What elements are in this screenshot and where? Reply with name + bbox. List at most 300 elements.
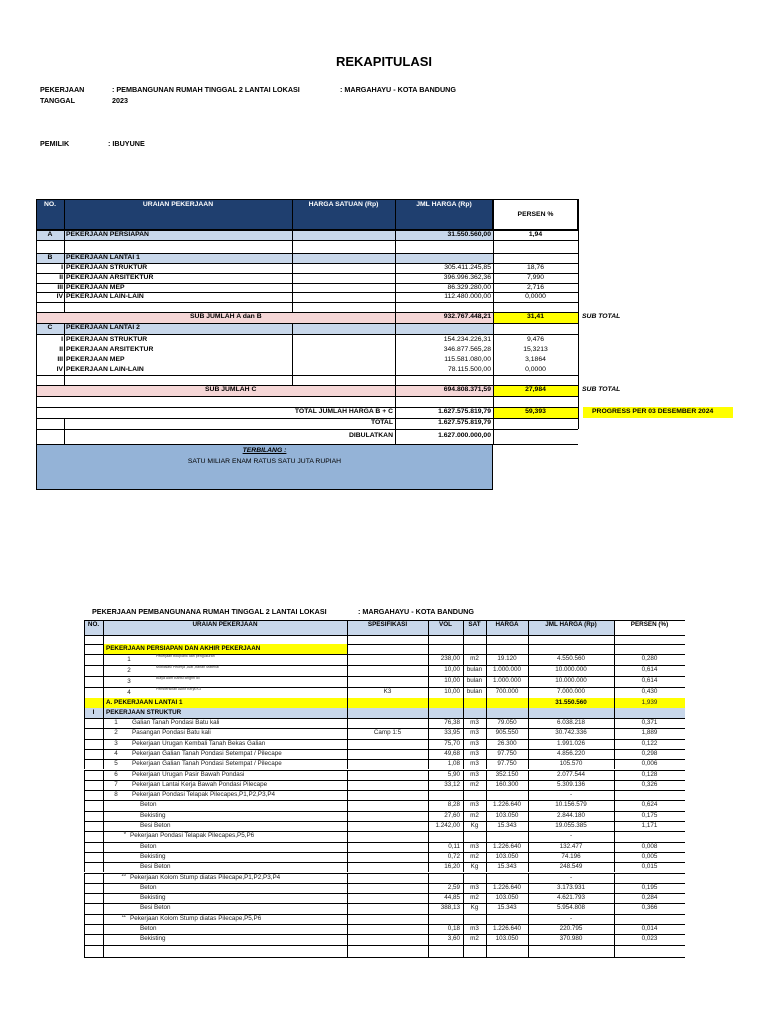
row-no: III — [57, 284, 63, 291]
col-rule — [347, 893, 348, 903]
cell: m2 — [470, 780, 479, 788]
row-label: PEKERJAAN MEP — [66, 356, 125, 363]
col-rule — [84, 821, 85, 831]
cell: PEKERJAAN STRUKTUR — [106, 709, 182, 716]
cell: m3 — [470, 749, 479, 757]
total-jml: 1.627.575.819,79 — [438, 419, 491, 426]
row-no: 2 — [127, 667, 131, 674]
cell: 0,005 — [641, 852, 658, 860]
row-no: 3 — [127, 678, 131, 685]
row-label: Pasangan Pondasi Batu kali — [132, 729, 211, 737]
cell: 1.000.000 — [492, 677, 521, 684]
col-rule — [614, 873, 615, 883]
col-rule — [347, 945, 348, 957]
row-jml: 112.480.000,00 — [444, 293, 491, 300]
cell: SAT — [468, 621, 481, 628]
col-rule — [103, 893, 104, 903]
cell: 1.242,00 — [435, 822, 460, 829]
cell: 700.000 — [495, 688, 519, 695]
cell: 5.954.808 — [556, 904, 585, 912]
cell: 79.050 — [497, 719, 517, 726]
terbilang-value: SATU MILIAR ENAM RATUS SATU JUTA RUPIAH — [187, 458, 342, 465]
row-jml: 346.877.565,28 — [443, 346, 491, 353]
cell: 44,85 — [444, 894, 460, 902]
col-rule — [486, 914, 487, 924]
row-no: II — [59, 346, 63, 353]
col-rule — [463, 873, 464, 883]
cell: 10,00 — [444, 677, 460, 684]
col-rule — [347, 790, 348, 800]
col-rule — [103, 903, 104, 913]
cell: 1,939 — [641, 699, 658, 706]
cell: 0,11 — [448, 842, 460, 850]
col-rule — [84, 842, 85, 852]
cell: 0,614 — [641, 666, 658, 673]
col-rule — [347, 698, 348, 708]
col-rule — [103, 934, 104, 944]
row-jml: 31.550.560,00 — [447, 231, 491, 238]
row-label: Pekerjaan Pondasi Telapak Pilecapes,P5,P6 — [130, 832, 255, 840]
subtotal-c-label: SUB JUMLAH C — [205, 386, 257, 393]
col-rule — [428, 635, 429, 644]
row-label: Beton — [140, 925, 157, 932]
row-no: 11 — [121, 912, 126, 918]
row-no: 9 — [123, 830, 126, 836]
col-rule — [84, 924, 85, 934]
row-label: Beton — [140, 842, 157, 850]
cell: 75,70 — [444, 739, 460, 747]
col-rule — [486, 635, 487, 644]
col-rule — [347, 934, 348, 944]
col-rule — [347, 862, 348, 872]
cell: 3,60 — [447, 935, 460, 943]
col-rule — [103, 842, 104, 852]
row-no: 8 — [114, 791, 118, 799]
cell: 10.000.000 — [555, 666, 587, 673]
row-rule — [84, 862, 685, 863]
row-label: PEKERJAAN LAIN-LAIN — [66, 366, 144, 373]
col-rule — [486, 945, 487, 957]
cell: 132.477 — [559, 842, 583, 850]
col-rule — [486, 698, 487, 708]
cell: 1.000.000 — [492, 666, 521, 673]
row-label: Besi Beton — [140, 822, 171, 829]
cell: m2 — [470, 894, 479, 902]
row-no: A — [47, 231, 53, 238]
cell: 0,18 — [447, 925, 460, 932]
cell: 2.844.180 — [556, 811, 585, 819]
row-rule — [84, 800, 685, 801]
row-label: PEKERJAAN LANTAI 2 — [66, 324, 140, 331]
cell: 6.038.218 — [556, 719, 585, 726]
col-rule — [84, 852, 85, 862]
row-label: Bekisting — [140, 852, 166, 860]
total-bc-label: TOTAL JUMLAH HARGA B + C — [294, 408, 393, 415]
cell: 4.621.793 — [556, 894, 585, 902]
lokasi-value: : MARGAHAYU - KOTA BANDUNG — [340, 85, 456, 94]
row-jml: 154.234.226,31 — [443, 336, 491, 343]
row-jml: 78.115.500,00 — [448, 366, 491, 373]
col-rule — [347, 811, 348, 821]
row-rule — [84, 635, 685, 636]
col-rule — [84, 739, 85, 749]
cell: 1.226.640 — [492, 801, 521, 809]
col-rule — [614, 644, 615, 654]
tanggal-value: 2023 — [112, 96, 128, 105]
cell: bulan — [466, 677, 483, 684]
cell: 1,08 — [447, 760, 460, 768]
row-no: 3 — [114, 739, 118, 747]
row-no: I — [61, 336, 63, 343]
cell: 26.300 — [497, 739, 517, 747]
cell: m3 — [470, 739, 479, 747]
cell: - — [569, 914, 573, 922]
cell: K3 — [383, 688, 392, 695]
col-no-header: NO. — [43, 201, 57, 208]
subtotal-ab-pct: 31,41 — [526, 313, 544, 320]
row-no: IV — [56, 366, 63, 373]
row-label: Pekerjaan Galian Tanah Pondasi Setempat / Pilecape — [132, 760, 282, 768]
col-rule — [84, 770, 85, 780]
col-rule — [84, 862, 85, 872]
cell: 352.150 — [495, 770, 519, 778]
col-rule — [347, 635, 348, 644]
cell: 1,889 — [641, 729, 658, 737]
cell: 105.570 — [559, 760, 583, 768]
col-rule — [614, 635, 615, 644]
cell: 370.980 — [559, 935, 583, 943]
cell: 10.156.579 — [555, 801, 587, 809]
col-rule — [347, 665, 348, 676]
col-rule — [347, 842, 348, 852]
col-rule — [486, 873, 487, 883]
cell: 0,195 — [641, 883, 658, 891]
row-no: III — [57, 356, 63, 363]
col-rule — [347, 903, 348, 913]
total-label: TOTAL — [370, 419, 393, 426]
cell: 97.750 — [497, 760, 517, 768]
col-rule — [463, 698, 464, 708]
col-rule — [84, 654, 85, 665]
col-rule — [84, 903, 85, 913]
cell: 0,122 — [641, 739, 658, 747]
cell: 19.120 — [497, 655, 517, 662]
row-rule — [84, 957, 685, 958]
cell: 5.309.136 — [556, 780, 585, 788]
pemilik-value: : IBUYUNE — [108, 139, 145, 148]
detail-header: PEKERJAAN PEMBANGUNANA RUMAH TINGGAL 2 LANTAI LOKASI — [92, 607, 327, 616]
col-rule — [486, 831, 487, 841]
col-rule — [528, 708, 529, 718]
col-rule — [428, 708, 429, 718]
cell: m3 — [470, 770, 479, 778]
cell: 0,014 — [641, 925, 658, 932]
col-rule — [84, 800, 85, 810]
cell: SPESIFIKASI — [367, 621, 408, 628]
row-no: 5 — [114, 760, 118, 768]
dibulatkan-label: DIBULATKAN — [348, 432, 393, 439]
cell: m3 — [470, 760, 479, 768]
cell: 1,171 — [641, 822, 658, 829]
cell: 0,280 — [641, 655, 658, 662]
col-rule — [614, 708, 615, 718]
col-rule — [347, 759, 348, 769]
row-jml: 396.996.362,36 — [443, 274, 491, 281]
row-no: 4 — [127, 689, 131, 696]
col-rule — [347, 800, 348, 810]
cell: URAIAN PEKERJAAN — [192, 621, 258, 628]
cell: Kg — [470, 904, 479, 912]
cell: 10,00 — [444, 688, 460, 695]
total-bc-pct: 59,393 — [525, 408, 546, 415]
row-label: PEKERJAAN LANTAI 1 — [66, 254, 140, 261]
cell: bulan — [466, 666, 483, 673]
row-rule — [84, 903, 685, 904]
col-rule — [103, 883, 104, 893]
col-rule — [347, 654, 348, 665]
row-no: C — [47, 324, 53, 331]
col-rule — [614, 790, 615, 800]
col-rule — [486, 790, 487, 800]
cell: 1.991.026 — [556, 739, 585, 747]
row-pct: 0,0000 — [525, 293, 546, 300]
cell: 103.050 — [495, 852, 519, 860]
col-rule — [84, 635, 85, 644]
cell: 3.173.931 — [556, 883, 585, 891]
cell: 905.550 — [495, 729, 519, 737]
pekerjaan-value: : PEMBANGUNAN RUMAH TINGGAL 2 LANTAI LOKASI — [112, 85, 300, 94]
col-rule — [103, 852, 104, 862]
cell: 0,326 — [641, 780, 658, 788]
cell: 15.343 — [497, 863, 517, 871]
row-label: Besi Beton — [140, 863, 171, 871]
cell: JML HARGA (Rp) — [545, 621, 597, 628]
subtotal-c-pct: 27,984 — [525, 386, 546, 393]
col-rule — [84, 811, 85, 821]
cell: 0,006 — [641, 760, 658, 768]
col-rule — [103, 811, 104, 821]
col-rule — [84, 676, 85, 687]
row-no: II — [59, 274, 63, 281]
col-rule — [84, 728, 85, 738]
row-pct: 2,716 — [526, 284, 544, 291]
col-rule — [428, 873, 429, 883]
col-rule — [347, 914, 348, 924]
cell: 1.226.640 — [492, 883, 521, 891]
row-label: Bekisting — [140, 811, 166, 819]
subtotal-ab-jml: 932.767.448,21 — [443, 313, 491, 320]
col-rule — [84, 644, 85, 654]
row-label: Besi Beton — [140, 904, 171, 912]
row-pct: 9,476 — [526, 336, 544, 343]
cell: m2 — [470, 935, 479, 943]
row-rule — [84, 924, 685, 925]
cell: 97.750 — [497, 749, 517, 757]
cell: 238,00 — [440, 655, 460, 662]
dibulatkan-jml: 1.627.000.000,00 — [438, 432, 491, 439]
col-rule — [84, 873, 85, 883]
cell: 27,60 — [444, 811, 460, 819]
row-rule — [84, 811, 685, 812]
row-jml: 305.411.245,85 — [444, 264, 491, 271]
row-pct: 18,76 — [526, 264, 544, 271]
cell: m3 — [470, 719, 479, 726]
col-rule — [347, 852, 348, 862]
subtotal-c-note: SUB TOTAL — [582, 386, 621, 393]
row-label: Pekerjaan Kolom Stump diatas Pilecape,P5,P6 — [130, 914, 262, 922]
cell: m2 — [470, 655, 479, 662]
cell: 4.550.560 — [556, 655, 585, 662]
row-pct: 7,990 — [526, 274, 544, 281]
cell: NO. — [87, 621, 100, 628]
cell: 103.050 — [495, 894, 519, 902]
col-rule — [103, 821, 104, 831]
col-rule — [84, 749, 85, 759]
col-rule — [347, 718, 348, 728]
cell: - — [569, 873, 573, 881]
col-rule — [428, 945, 429, 957]
col-rule — [463, 914, 464, 924]
cell: 7.000.000 — [556, 688, 585, 695]
cell: 15.343 — [497, 822, 517, 829]
total-bc-jml: 1.627.575.819,79 — [438, 408, 491, 415]
row-label: PEKERJAAN PERSIAPAN — [66, 231, 149, 238]
cell: PEKERJAAN PERSIAPAN DAN AKHIR PEKERJAAN — [106, 645, 261, 652]
row-label: Beton — [140, 883, 157, 891]
col-rule — [347, 749, 348, 759]
row-label: Pekerjaan Urugan Kembali Tanah Bekas Galian — [132, 739, 266, 747]
row-label: PEKERJAAN STRUKTUR — [66, 336, 148, 343]
col-rule — [463, 945, 464, 957]
row-rule — [84, 883, 685, 884]
col-rule — [103, 945, 104, 957]
cell: I — [92, 709, 95, 716]
cell: 76,38 — [444, 719, 460, 726]
cell: 16,20 — [444, 863, 460, 871]
col-rule — [347, 644, 348, 654]
cell: 0,614 — [641, 677, 658, 684]
cell: 33,12 — [444, 780, 460, 788]
col-rule — [103, 635, 104, 644]
col-rule — [463, 644, 464, 654]
cell: 2,59 — [447, 883, 460, 891]
col-rule — [428, 914, 429, 924]
cell: 0,008 — [641, 842, 658, 850]
row-label: PEKERJAAN MEP — [66, 284, 125, 291]
row-no: IV — [56, 293, 63, 300]
col-rule — [463, 635, 464, 644]
col-rule — [463, 708, 464, 718]
col-rule — [347, 780, 348, 790]
cell: Kg — [470, 863, 479, 871]
row-label: Pekerjaan Galian Tanah Pondasi Setempat / Pilecape — [132, 749, 282, 757]
col-rule — [347, 708, 348, 718]
row-no: 10 — [121, 871, 126, 877]
col-rule — [428, 790, 429, 800]
subtotal-ab-label: SUB JUMLAH A dan B — [190, 313, 262, 320]
row-no: 1 — [127, 656, 131, 663]
col-rule — [84, 945, 85, 957]
col-rule — [428, 831, 429, 841]
progress-note: PROGRESS PER 03 DESEMBER 2024 — [592, 408, 714, 415]
cell: 0,298 — [641, 749, 658, 757]
row-no: I — [61, 264, 63, 271]
col-rule — [614, 831, 615, 841]
cell: VOL — [439, 621, 452, 628]
cell: - — [569, 832, 573, 840]
cell: m3 — [470, 729, 479, 737]
cell: 31.550.560 — [555, 699, 587, 706]
col-rule — [103, 800, 104, 810]
cell: 0,023 — [641, 935, 658, 943]
cell: 15.343 — [497, 904, 517, 912]
row-pct: 3,1864 — [525, 356, 546, 363]
cell: 0,015 — [641, 863, 658, 871]
cell: m3 — [470, 842, 479, 850]
cell: 248.549 — [559, 863, 583, 871]
cell: 49,68 — [444, 749, 460, 757]
row-no: 7 — [114, 780, 118, 788]
row-label: PEKERJAAN ARSITEKTUR — [66, 274, 154, 281]
cell: 103.050 — [495, 811, 519, 819]
cell: bulan — [466, 688, 483, 695]
subtotal-ab-note: SUB TOTAL — [582, 313, 621, 320]
cell: 2.077.544 — [556, 770, 585, 778]
col-uraian-header: URAIAN PEKERJAAN — [142, 201, 214, 208]
col-rule — [486, 708, 487, 718]
cell: m2 — [470, 852, 479, 860]
row-rule — [84, 893, 685, 894]
row-rule — [84, 842, 685, 843]
cell: Kg — [470, 822, 479, 829]
row-pct: 0,0000 — [525, 366, 546, 373]
col-rule — [84, 780, 85, 790]
row-label: Mobilisasi Pekerja ,Alat ,bahan Material — [156, 665, 219, 669]
row-jml: 115.581.080,00 — [444, 356, 491, 363]
row-no: 2 — [114, 729, 118, 737]
tanggal-label: TANGGAL — [40, 96, 75, 105]
pekerjaan-label: PEKERJAAN — [40, 85, 85, 94]
cell: 10.000.000 — [555, 677, 587, 684]
detail-header-lokasi: : MARGAHAYU - KOTA BANDUNG — [358, 607, 474, 616]
col-rule — [84, 718, 85, 728]
cell: 0,72 — [447, 852, 460, 860]
cell: Camp 1:5 — [373, 729, 402, 737]
col-rule — [84, 687, 85, 698]
col-rule — [614, 914, 615, 924]
col-rule — [347, 831, 348, 841]
cell: 1.226.640 — [492, 842, 521, 850]
col-rule — [84, 831, 85, 841]
col-rule — [347, 770, 348, 780]
row-label: Galian Tanah Pondasi Batu kali — [132, 719, 220, 726]
cell: 10,00 — [444, 666, 460, 673]
cell: A. PEKERJAAN LANTAI 1 — [106, 699, 183, 706]
col-rule — [463, 790, 464, 800]
row-label: PEKERJAAN ARSITEKTUR — [66, 346, 154, 353]
cell: 220.795 — [559, 925, 583, 932]
col-rule — [347, 676, 348, 687]
col-rule — [347, 924, 348, 934]
col-rule — [486, 644, 487, 654]
col-persen-header: PERSEN % — [517, 211, 554, 218]
col-rule — [84, 934, 85, 944]
col-rule — [463, 831, 464, 841]
col-rule — [103, 924, 104, 934]
cell: PERSEN (%) — [630, 621, 669, 628]
cell: 33,95 — [444, 729, 460, 737]
cell: 0,366 — [641, 904, 658, 912]
